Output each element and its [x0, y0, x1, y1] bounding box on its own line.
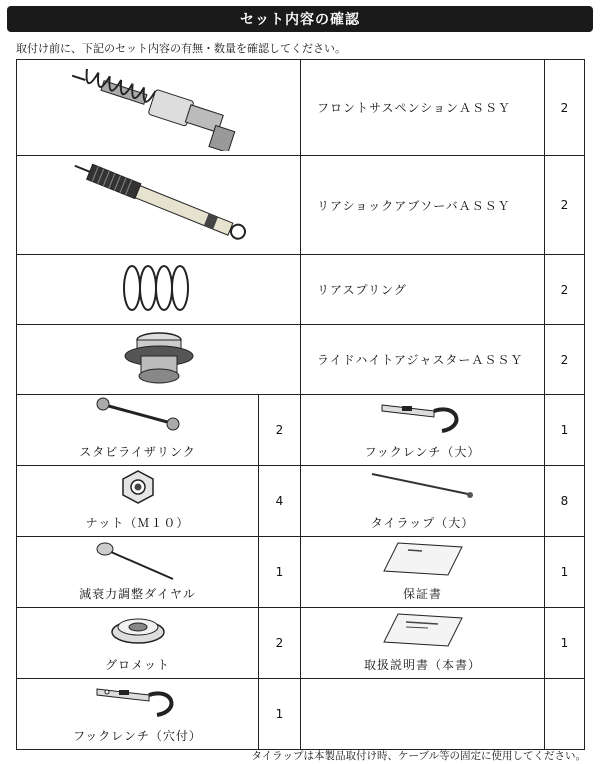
item-image-cell [301, 466, 545, 537]
item-name: 取扱説明書（本書） [363, 658, 481, 672]
item-quantity: 2 [545, 60, 585, 156]
table-row [17, 466, 585, 537]
footnote: タイラップは本製品取付け時、ケーブル等の固定に使用してください。 [251, 750, 586, 762]
table-row [17, 395, 585, 466]
item-name: フロントサスペンションＡＳＳＹ [301, 60, 545, 156]
table-row [17, 255, 585, 325]
item-image-cell [301, 395, 545, 466]
item-image-cell [17, 466, 259, 537]
hook-wrench-large-icon [378, 397, 468, 437]
manual-icon [378, 610, 468, 650]
cable-tie-icon [368, 468, 478, 502]
item-name: 保証書 [402, 587, 442, 601]
item-name: リアショックアブソーバＡＳＳＹ [301, 156, 545, 255]
damping-dial-icon [93, 539, 183, 583]
rear-spring-icon [114, 258, 204, 318]
table-row [17, 608, 585, 679]
item-image-cell [17, 325, 301, 395]
table-row [17, 679, 585, 750]
empty-cell [545, 679, 585, 750]
item-image-cell [17, 608, 259, 679]
intro-text: 取付け前に、下記のセット内容の有無・数量を確認してください。 [16, 42, 346, 55]
rear-shock-absorber-icon [59, 158, 259, 248]
table-row [17, 60, 585, 156]
item-quantity: 2 [545, 325, 585, 395]
item-image-cell [17, 156, 301, 255]
kit-contents-table [16, 59, 585, 750]
item-quantity: 2 [259, 395, 301, 466]
item-quantity: 1 [545, 395, 585, 466]
item-image-cell [17, 679, 259, 750]
item-image-cell [17, 395, 259, 466]
item-image-cell [17, 60, 301, 156]
nut-icon [118, 468, 158, 506]
item-name: スタビライザリンク [79, 445, 196, 459]
item-quantity: 8 [545, 466, 585, 537]
item-quantity: 4 [259, 466, 301, 537]
warranty-card-icon [378, 539, 468, 579]
item-image-cell [301, 608, 545, 679]
table-row [17, 156, 585, 255]
item-name: フックレンチ（穴付） [73, 729, 202, 743]
stabilizer-link-icon [93, 397, 183, 431]
ride-height-adjuster-icon [119, 326, 199, 390]
item-name: ライドハイトアジャスターＡＳＳＹ [301, 325, 545, 395]
hook-wrench-holed-icon [93, 681, 183, 721]
table-row [17, 537, 585, 608]
grommet-icon [108, 610, 168, 646]
item-quantity: 1 [545, 608, 585, 679]
item-name: グロメット [104, 658, 170, 672]
item-quantity: 1 [259, 537, 301, 608]
item-image-cell [17, 255, 301, 325]
item-quantity: 2 [545, 255, 585, 325]
item-quantity: 2 [259, 608, 301, 679]
empty-cell [301, 679, 545, 750]
item-name: リアスプリング [301, 255, 545, 325]
item-name: ナット（Ｍ１０） [85, 516, 190, 530]
item-quantity: 1 [545, 537, 585, 608]
table-row [17, 325, 585, 395]
page-title: セット内容の確認 [7, 6, 593, 32]
item-quantity: 2 [545, 156, 585, 255]
item-image-cell [17, 537, 259, 608]
item-name: タイラップ（大） [370, 516, 475, 530]
item-quantity: 1 [259, 679, 301, 750]
item-image-cell [301, 537, 545, 608]
front-suspension-icon [59, 61, 259, 151]
item-name: フックレンチ（大） [364, 445, 481, 459]
item-name: 減衰力調整ダイヤル [79, 587, 196, 601]
